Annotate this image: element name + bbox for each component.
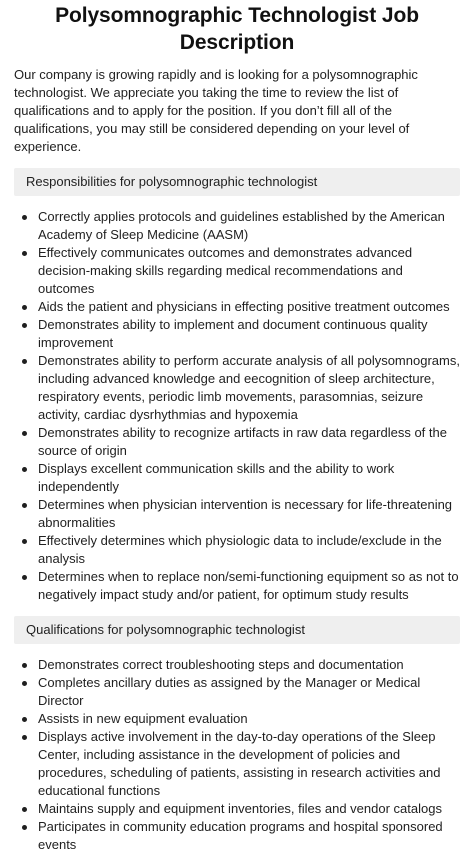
list-item-text: Completes ancillary duties as assigned by the Manager or Medical Director (38, 675, 421, 708)
list-item-text: Correctly applies protocols and guidelines established by the American Academy of Sleep Medicine (AASM) (38, 209, 445, 242)
list-item-text: Demonstrates ability to perform accurate analysis of all polysomnograms, including advanced knowledge and eecognition of sleep architecture, respiratory events, periodic limb movements, parasomnias, seizure activity, cardiac dysrhythmias and hypoxemia (38, 353, 460, 422)
list-item (20, 352, 460, 424)
list-item (20, 710, 460, 728)
list-item (20, 800, 460, 818)
list-item (20, 728, 460, 800)
responsibilities-list (14, 208, 460, 604)
intro-paragraph: Our company is growing rapidly and is looking for a polysomnographic technologist. We appreciate you taking the time to review the list of qualifications and to apply for the position. If you don’t fill all of the qualifications, you may still be considered depending on your level of experience. (14, 67, 418, 154)
list-item (20, 244, 460, 298)
bullet-icon (22, 539, 27, 544)
qualifications-heading: Qualifications for polysomnographic technologist (14, 616, 460, 644)
bullet-icon (22, 467, 27, 472)
list-item (20, 424, 460, 460)
bullet-icon (22, 359, 27, 364)
bullet-icon (22, 215, 27, 220)
bullet-icon (22, 825, 27, 830)
list-item-text: Displays excellent communication skills and the ability to work independently (38, 461, 395, 494)
list-item-text: Aids the patient and physicians in effecting positive treatment outcomes (38, 299, 450, 314)
bullet-icon (22, 431, 27, 436)
list-item (20, 496, 460, 532)
page-title: Polysomnographic Technologist Job Description (55, 4, 419, 54)
bullet-icon (22, 251, 27, 256)
list-item-text: Demonstrates correct troubleshooting steps and documentation (38, 657, 404, 672)
bullet-icon (22, 323, 27, 328)
bullet-icon (22, 717, 27, 722)
list-item (20, 316, 460, 352)
list-item-text: Determines when to replace non/semi-functioning equipment so as not to negatively impact study and/or patient, for optimum study results (38, 569, 459, 602)
qualifications-list (14, 656, 460, 854)
list-item-text: Participates in community education programs and hospital sponsored events (38, 819, 443, 852)
list-item (20, 568, 460, 604)
bullet-icon (22, 503, 27, 508)
list-item (20, 532, 460, 568)
bullet-icon (22, 575, 27, 580)
list-item-text: Demonstrates ability to recognize artifacts in raw data regardless of the source of origin (38, 425, 447, 458)
list-item (20, 460, 460, 496)
list-item (20, 656, 460, 674)
bullet-icon (22, 305, 27, 310)
bullet-icon (22, 735, 27, 740)
list-item-text: Effectively communicates outcomes and demonstrates advanced decision-making skills regarding medical recommendations and outcomes (38, 245, 413, 296)
list-item-text: Displays active involvement in the day-to-day operations of the Sleep Center, including assistance in the development of policies and procedures, scheduling of patients, assisting in research activities and educational functions (38, 729, 441, 798)
bullet-icon (22, 807, 27, 812)
list-item (20, 298, 460, 316)
bullet-icon (22, 681, 27, 686)
list-item-text: Assists in new equipment evaluation (38, 711, 248, 726)
list-item-text: Determines when physician intervention is necessary for life-threatening abnormalities (38, 497, 453, 530)
list-item (20, 674, 460, 710)
list-item-text: Effectively determines which physiologic data to include/exclude in the analysis (38, 533, 442, 566)
bullet-icon (22, 663, 27, 668)
list-item-text: Maintains supply and equipment inventories, files and vendor catalogs (38, 801, 442, 816)
list-item (20, 818, 460, 854)
list-item (20, 208, 460, 244)
list-item-text: Demonstrates ability to implement and document continuous quality improvement (38, 317, 428, 350)
responsibilities-heading: Responsibilities for polysomnographic technologist (14, 168, 460, 196)
